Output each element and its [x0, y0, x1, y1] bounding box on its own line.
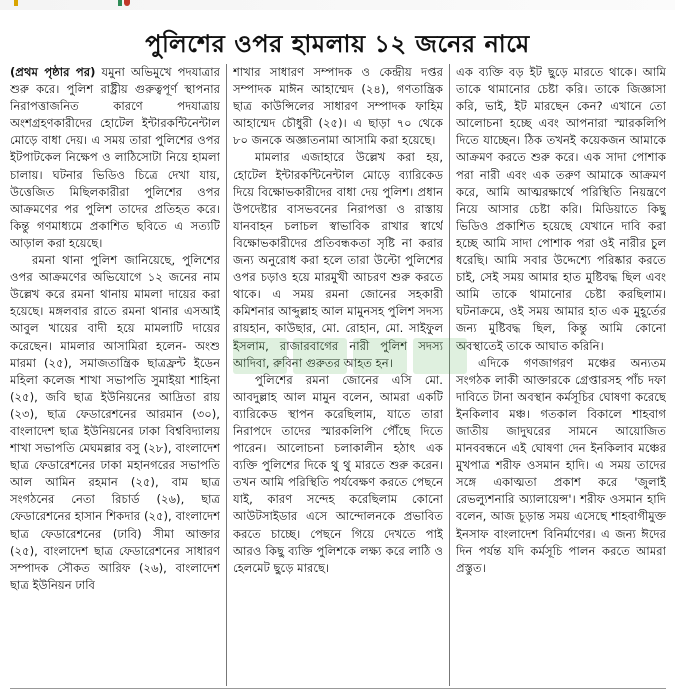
- paragraph: পুলিশের রমনা জোনের এসি মো. আবদুল্লাহ আল মামুন বলেন, আমরা একটি ব্যারিকেড স্থাপন করেছিলাম, যাতে তারা নিরাপদে তাদের স্মারকলিপি পৌঁছে দিতে পারেন। আলোচনা চলাকালীন হঠাৎ এক ব্যক্তি পুলিশের দিকে থু থু মারতে শুরু করেন। তখন আমি পরিস্থিতি পর্যবেক্ষণ করতে পেছনে যাই, কারণ সন্দেহ করেছিলাম কোনো আউটসাইডার এসে আন্দোলনকে প্রভাবিত করতে চাচ্ছে। পেছনে গিয়ে দেখতে পাই আরও কিছু ব্যক্তি পুলিশকে লক্ষ্য করে লাঠি ও হেলমেট ছুড়ে মারছে।: [233, 372, 443, 575]
- article-column-1: [10, 64, 220, 686]
- column-divider: [449, 64, 450, 686]
- article-headline: পুলিশের ওপর হামলায় ১২ জনের নামে: [145, 29, 530, 58]
- color-mark: [14, 0, 18, 6]
- page-top-strip: [0, 0, 675, 10]
- paragraph-text: যমুনা অভিমুখে পদযাত্রার শুরু করে। পুলিশ রাষ্ট্রীয় গুরুত্বপূর্ণ স্থাপনার নিরাপত্তাজনিত কারণে পদযাত্রায় অংশগ্রহণকারীদের হোটেল ইন্টারকন্টিনেন্টাল মোড়ে বাধা দেয়। এ সময় তারা পুলিশের ওপর ইটপাটকেল নিক্ষেপ ও লাঠিসোটা নিয়ে হামলা চালায়। ঘটনার ভিডিও চিত্রে দেখা যায়, উত্তেজিত মিছিলকারীরা পুলিশের ওপর আক্রমণের পর পুলিশ তাদের প্রতিহত করে। কিন্তু গণমাধ্যমে প্রকাশিত ছবিতে এ সত্যটি আড়াল করা হয়েছে।: [10, 65, 220, 250]
- article-column-3: [456, 64, 666, 686]
- color-mark: [124, 0, 130, 6]
- color-mark: [118, 0, 122, 6]
- bottom-rule: [10, 688, 666, 689]
- paragraph: এক ব্যক্তি বড় ইট ছুড়ে মারতে থাকে। আমি তাকে থামানোর চেষ্টা করি। তাকে জিজ্ঞাসা করি, ভাই, ইট মারছেন কেন? এখানে তো আলোচনা হচ্ছে এবং আপনারা স্মারকলিপি দিতে যাচ্ছেন। ঠিক তখনই কয়েকজন আমাকে আক্রমণ করতে শুরু করে। এক সাদা পোশাক পরা নারী এবং এক তরুণ আমাকে আক্রমণ করে, আমি আত্মরক্ষার্থে পরিস্থিতি নিয়ন্ত্রণে নিয়ে আসার চেষ্টা করি। মিডিয়াতে কিছু ভিডিও প্রকাশিত হয়েছে যেখানে দাবি করা হচ্ছে আমি সাদা পোশাক পরা ওই নারীর চুল ধরেছি। আমি সবার উদ্দেশ্যে পরিষ্কার করতে চাই, সেই সময় আমার হাত মুষ্টিবদ্ধ ছিল এবং আমি তাকে থামানোর চেষ্টা করছিলাম। ঘটনাক্রমে, ওই সময় আমার হাত এক মুহূর্তের জন্য মুষ্টিবদ্ধ ছিল, কিন্তু আমি কোনো অবস্থাতেই তাকে আঘাত করিনি।: [456, 65, 666, 353]
- paragraph: শাখার সাধারণ সম্পাদক ও কেন্দ্রীয় দপ্তর সম্পাদক মাঈন আহাম্মেদ (২৪), গণতান্ত্রিক ছাত্র কাউন্সিলের সাধারণ সম্পাদক ফাহিম আহাম্মেদ চৌধুরী (২৫)। এ ছাড়া ৭০ থেকে ৮০ জনকে অজ্ঞাতনামা আসামি করা হয়েছে।: [233, 65, 443, 148]
- article-column-2: [233, 64, 443, 686]
- continuation-label: (প্রথম পৃষ্ঠার পর): [10, 65, 96, 79]
- column-divider: [226, 64, 227, 686]
- article-body: [10, 64, 666, 686]
- paragraph: [10, 64, 220, 252]
- paragraph: মামলার এজাহারে উল্লেখ করা হয়, হোটেল ইন্টারকন্টিনেন্টাল মোড়ে ব্যারিকেড দিয়ে বিক্ষোভকারীদের বাধা দেয় পুলিশ। প্রধান উপদেষ্টার বাসভবনের নিরাপত্তা ও রাস্তায় যানবাহন চলাচল স্বাভাবিক রাখার স্বার্থে বিক্ষোভকারীদের প্রতিবন্ধকতা সৃষ্টি না করার জন্য অনুরোধ করা হলে তারা উল্টো পুলিশের ওপর চড়াও হয়ে মারমুখী আচরণ শুরু করতে থাকে। এ সময় রমনা জোনের সহকারী কমিশনার আব্দুল্লাহ আল মামুনসহ পুলিশ সদস্য রায়হান, কাউছার, মো. রোহান, মো. সাইফুল ইসলাম, রাজারবাগের নারী পুলিশ সদস্য আদিবা, রুবিনা গুরুতর আহত হন।: [233, 150, 443, 370]
- paragraph: রমনা থানা পুলিশ জানিয়েছে, পুলিশের ওপর আক্রমণের অভিযোগে ১২ জনের নাম উল্লেখ করে রমনা থানায় মামলা দায়ের করা হয়েছে। মঙ্গলবার রাতে রমনা থানার এসআই আবুল খায়ের বাদী হয়ে মামলাটি দায়ের করেছেন। মামলার আসামিরা হলেন- অংশু মারমা (২৫), সমাজতান্ত্রিক ছাত্রফ্রন্ট ইডেন মহিলা কলেজ শাখা সভাপতি সুমাইয়া শাহিনা (২৫), জবি ছাত্র ইউনিয়নের আদ্রিতা রায় (২৩), ছাত্র ফেডারেশনের আরমান (৩০), বাংলাদেশ ছাত্র ইউনিয়নের ঢাকা বিশ্ববিদ্যালয় শাখা সভাপতি মেঘমল্লার বসু (২৮), বাংলাদেশ ছাত্র ফেডারেশনের ঢাকা মহানগরের সভাপতি আল আমিন রহমান (২৫), বাম ছাত্র সংগঠনের নেতা রিচার্ড (২৬), ছাত্র ফেডারেশনের হাসান শিকদার (২৫), বাংলাদেশ ছাত্র ফেডারেশনের (ঢাবি) সীমা আক্তার (২৫), বাংলাদেশ ছাত্র ফেডারেশনের সাধারণ সম্পাদক সৌকত আরিফ (২৬), বাংলাদেশ ছাত্র ইউনিয়ন ঢাবি: [10, 253, 220, 592]
- paragraph: এদিকে গণজাগরণ মঞ্চের অন্যতম সংগঠক লাকী আক্তারকে গ্রেপ্তারসহ পাঁচ দফা দাবিতে টানা অবস্থান কর্মসূচির ঘোষণা করেছে ইনকিলাব মঞ্চ। গতকাল বিকালে শাহবাগ জাতীয় জাদুঘরের সামনে আয়োজিত মানববন্ধনে এই ঘোষণা দেন ইনকিলাব মঞ্চের মুখপাত্র শরীফ ওসমান হাদি। এ সময় তাদের সঙ্গে একাত্মতা প্রকাশ করে 'জুলাই রেভল্যুশনারি অ্যালায়েন্স'। শরীফ ওসমান হাদি বলেন, আজ চূড়ান্ত সময় এসেছে শাহবাগীমুক্ত ইনসাফ বাংলাদেশ বিনির্মাণের। এ জন্য ঈদের দিন পর্যন্ত যদি কর্মসূচি পালন করতে আমরা প্রস্তুত।: [456, 355, 666, 575]
